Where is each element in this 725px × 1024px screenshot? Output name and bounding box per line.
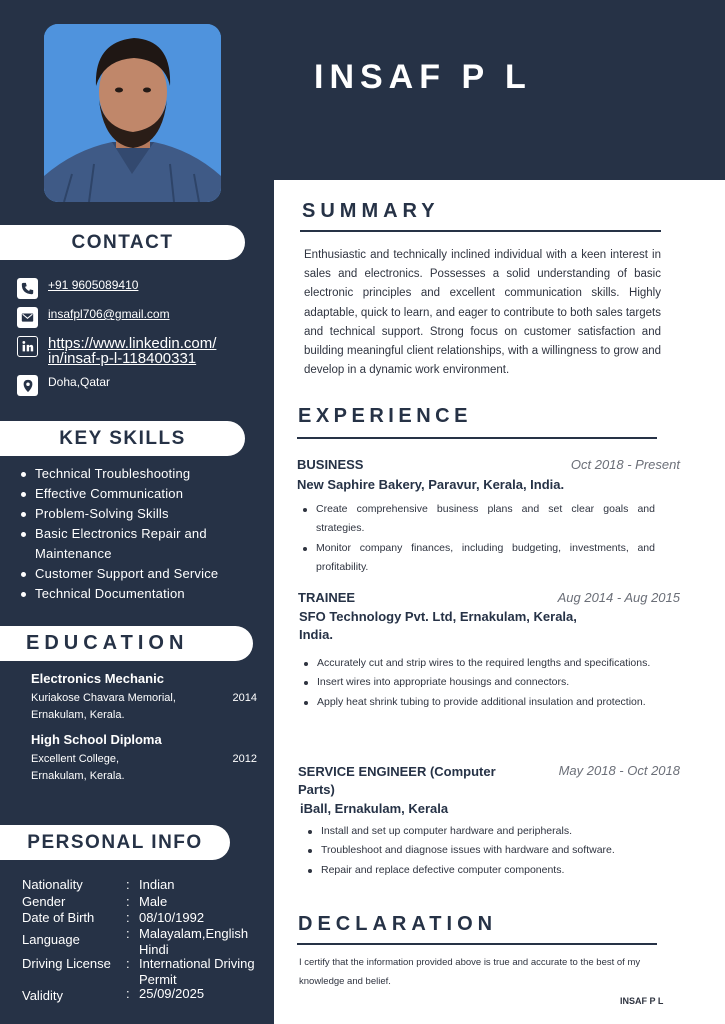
skill-item: Problem-Solving Skills	[20, 504, 260, 524]
personal-label: Nationality	[22, 877, 83, 892]
contact-linkedin[interactable]	[48, 336, 216, 366]
skill-item: Effective Communication	[20, 484, 260, 504]
contact-phone[interactable]: +91 9605089410	[48, 278, 139, 292]
personal-value: Malayalam,English Hindi	[139, 926, 249, 957]
education-year: 2012	[232, 753, 257, 765]
location-pin-icon	[17, 375, 38, 396]
job-title: TRAINEE	[298, 590, 356, 605]
signature-name: INSAF P L	[620, 996, 664, 1006]
profile-photo	[44, 24, 221, 202]
declaration-heading: DECLARATION	[298, 913, 498, 935]
personal-colon: :	[126, 956, 130, 971]
personal-row-driving-license	[22, 956, 272, 988]
skill-item: Technical Documentation	[20, 584, 260, 604]
skill-item: Technical Troubleshooting	[20, 464, 260, 484]
job-bullet: Troubleshoot and diagnose issues with hardware and software.	[303, 841, 660, 860]
key-skills-list	[20, 464, 260, 604]
personal-row-validity	[22, 986, 272, 1004]
personal-value: 25/09/2025	[139, 986, 205, 1001]
personal-label: Driving License	[22, 956, 111, 971]
summary-divider	[300, 230, 661, 232]
education-school-name: Kuriakose Chavara Memorial,	[31, 692, 176, 704]
education-degree: Electronics Mechanic	[31, 671, 164, 686]
personal-label: Language	[22, 932, 80, 947]
personal-info-heading: PERSONAL INFO	[0, 825, 230, 860]
linkedin-line-2: in/insaf-p-l-118400331	[48, 350, 197, 367]
personal-colon: :	[126, 926, 130, 941]
mail-icon	[17, 307, 38, 328]
job-dates: Aug 2014 - Aug 2015	[557, 590, 680, 605]
job-bullet: Create comprehensive business plans and set clear goals and strategies.	[298, 500, 655, 539]
job-bullets	[303, 822, 660, 880]
personal-colon: :	[126, 894, 130, 909]
job-bullet: Install and set up computer hardware and peripherals.	[303, 822, 660, 841]
contact-heading: CONTACT	[0, 225, 245, 260]
personal-value: Male	[139, 894, 168, 909]
job-bullet: Insert wires into appropriate housings and connectors.	[299, 673, 656, 692]
job-company: SFO Technology Pvt. Ltd, Ernakulam, Kerala, India.	[299, 609, 577, 642]
job-dates: Oct 2018 - Present	[570, 457, 680, 472]
job-dates: May 2018 - Oct 2018	[558, 763, 680, 778]
education-entry	[31, 670, 261, 724]
contact-location: Doha,Qatar	[48, 375, 111, 389]
job-bullet: Repair and replace defective computer components.	[303, 861, 660, 880]
education-school-place: Ernakulam, Kerala.	[31, 709, 125, 721]
job-bullet: Monitor company finances, including budgeting, investments, and profitability.	[298, 539, 655, 578]
job-bullet: Accurately cut and strip wires to the required lengths and specifications.	[299, 654, 656, 673]
personal-colon: :	[126, 910, 130, 925]
personal-row-language	[22, 926, 272, 958]
education-heading: EDUCATION	[0, 626, 253, 661]
experience-divider	[297, 437, 657, 439]
education-entry	[31, 731, 261, 785]
linkedin-icon	[17, 336, 38, 357]
personal-label: Gender	[22, 894, 66, 909]
phone-icon	[17, 278, 38, 299]
linkedin-line-1: https://www.linkedin.com/	[48, 335, 217, 352]
job-bullets	[298, 500, 655, 577]
personal-label: Validity	[22, 988, 63, 1003]
job-company: iBall, Ernakulam, Kerala	[300, 801, 449, 816]
personal-row-gender	[22, 894, 272, 910]
personal-colon: :	[126, 986, 130, 1001]
skill-item: Basic Electronics Repair and Maintenance	[20, 524, 260, 564]
job-company: New Saphire Bakery, Paravur, Kerala, India.	[297, 477, 565, 492]
experience-heading: EXPERIENCE	[298, 405, 472, 427]
personal-label: Date of Birth	[22, 910, 95, 925]
education-year: 2014	[232, 692, 257, 704]
contact-phone-row	[17, 278, 138, 299]
education-school	[31, 751, 125, 785]
personal-value: 08/10/1992	[139, 910, 205, 925]
declaration-divider	[297, 943, 657, 945]
education-degree: High School Diploma	[31, 732, 162, 747]
job-title: SERVICE ENGINEER (Computer Parts)	[298, 764, 496, 797]
education-school	[31, 690, 176, 724]
education-school-place: Ernakulam, Kerala.	[31, 770, 125, 782]
contact-email[interactable]: insafpl706@gmail.com	[48, 307, 170, 321]
job-bullet: Apply heat shrink tubing to provide additional insulation and protection.	[299, 693, 656, 712]
candidate-name: INSAF P L	[314, 58, 532, 96]
contact-email-row	[17, 307, 170, 328]
job-title: BUSINESS	[297, 457, 364, 472]
job-bullets	[299, 654, 656, 712]
key-skills-heading: KEY SKILLS	[0, 421, 245, 456]
summary-heading: SUMMARY	[302, 200, 440, 222]
personal-row-nationality	[22, 877, 272, 893]
personal-colon: :	[126, 877, 130, 892]
contact-linkedin-row	[17, 336, 216, 366]
personal-row-dob	[22, 910, 272, 926]
contact-location-row	[17, 375, 110, 396]
personal-value: International Driving Permit	[139, 956, 255, 987]
personal-value: Indian	[139, 877, 175, 892]
summary-text: Enthusiastic and technically inclined individual with a keen interest in sales and electronics. Possesses a solid understanding of basic electronic principles and excellent communication skills. Highly adaptable, quick to learn, and eager to contribute to both sales targets and technical support. Strong focus on customer satisfaction and building meaningful client relationships, with a willingness to grow and develop in a dynamic work environment.	[304, 249, 661, 377]
skill-item: Customer Support and Service	[20, 564, 260, 584]
declaration-text: I certify that the information provided above is true and accurate to the best of my knowledge and belief.	[299, 957, 641, 987]
education-school-name: Excellent College,	[31, 753, 120, 765]
